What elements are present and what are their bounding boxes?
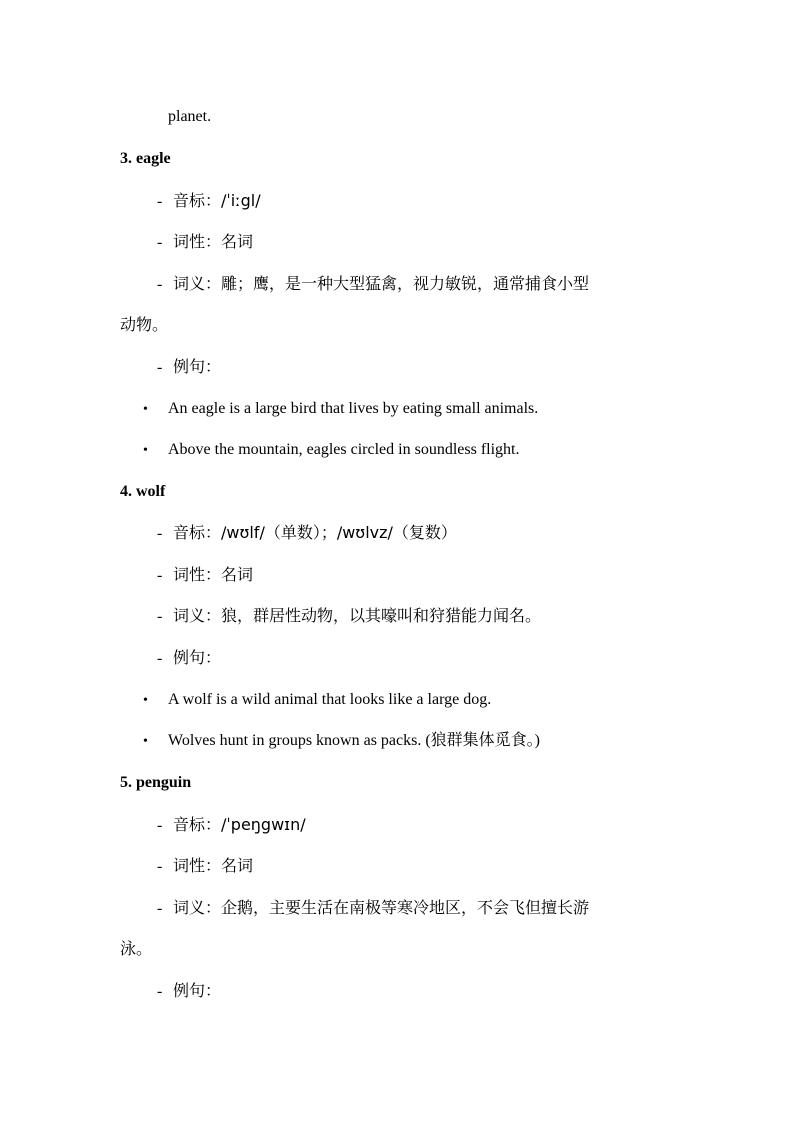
continued-text: planet.: [168, 108, 212, 125]
bullet-marker: •: [143, 402, 148, 417]
phonetic-line: [157, 815, 306, 836]
pos-text: 词性：名词: [173, 565, 254, 584]
entry-heading-penguin: 5. penguin: [120, 774, 192, 791]
example-sentence: A wolf is a wild animal that looks like a large dog.: [168, 691, 492, 708]
meaning-text: 词义：雕；鹰，是一种大型猛禽，视力敏锐，通常捕食小型: [173, 274, 590, 293]
pos-line: [157, 232, 253, 253]
dash-marker: -: [157, 276, 163, 293]
example-sentence: Wolves hunt in groups known as packs. (狼群集体觅食。): [168, 732, 541, 749]
bullet-marker: •: [143, 734, 148, 749]
example-label: 例句：: [173, 981, 222, 1000]
example-label-line: [157, 981, 221, 1002]
meaning-line: [157, 274, 589, 295]
dash-marker: -: [157, 608, 163, 625]
example-sentence: An eagle is a large bird that lives by eating small animals.: [168, 400, 539, 417]
meaning-line: [157, 606, 541, 627]
example-label-line: [157, 357, 221, 378]
dash-marker: -: [157, 567, 163, 584]
example-label: 例句：: [173, 357, 222, 376]
pos-line: [157, 565, 253, 586]
meaning-text: 词义：企鹅，主要生活在南极等寒冷地区，不会飞但擅长游: [173, 898, 590, 917]
meaning-text-continued: 泳。: [120, 939, 153, 958]
example-label-line: [157, 648, 221, 669]
entry-heading-wolf: 4. wolf: [120, 483, 166, 500]
pos-text: 词性：名词: [173, 232, 254, 251]
dash-marker: -: [157, 817, 163, 834]
meaning-text: 词义：狼，群居性动物，以其嚎叫和狩猎能力闻名。: [173, 606, 542, 625]
example-item: [143, 731, 540, 752]
phonetic-text: 音标：/ˈpeŋgwɪn/: [173, 815, 306, 834]
phonetic-line: [157, 191, 261, 212]
dash-marker: -: [157, 650, 163, 667]
dash-marker: -: [157, 858, 163, 875]
phonetic-text: 音标：/wʊlf/（单数）；/wʊlvz/（复数）: [173, 523, 457, 542]
dash-marker: -: [157, 525, 163, 542]
dash-marker: -: [157, 359, 163, 376]
example-item: [143, 690, 491, 711]
example-label: 例句：: [173, 648, 222, 667]
example-item: [143, 399, 538, 420]
entry-heading-eagle: 3. eagle: [120, 150, 171, 167]
dash-marker: -: [157, 900, 163, 917]
dash-marker: -: [157, 983, 163, 1000]
bullet-marker: •: [143, 693, 148, 708]
dash-marker: -: [157, 193, 163, 210]
dash-marker: -: [157, 234, 163, 251]
meaning-text-continued: 动物。: [120, 315, 169, 334]
phonetic-text: 音标：/ˈiːgl/: [173, 191, 261, 210]
bullet-marker: •: [143, 443, 148, 458]
pos-line: [157, 856, 253, 877]
phonetic-line: [157, 523, 457, 544]
pos-text: 词性：名词: [173, 856, 254, 875]
example-item: [143, 440, 519, 461]
example-sentence: Above the mountain, eagles circled in soundless flight.: [168, 441, 520, 458]
meaning-line: [157, 898, 589, 919]
